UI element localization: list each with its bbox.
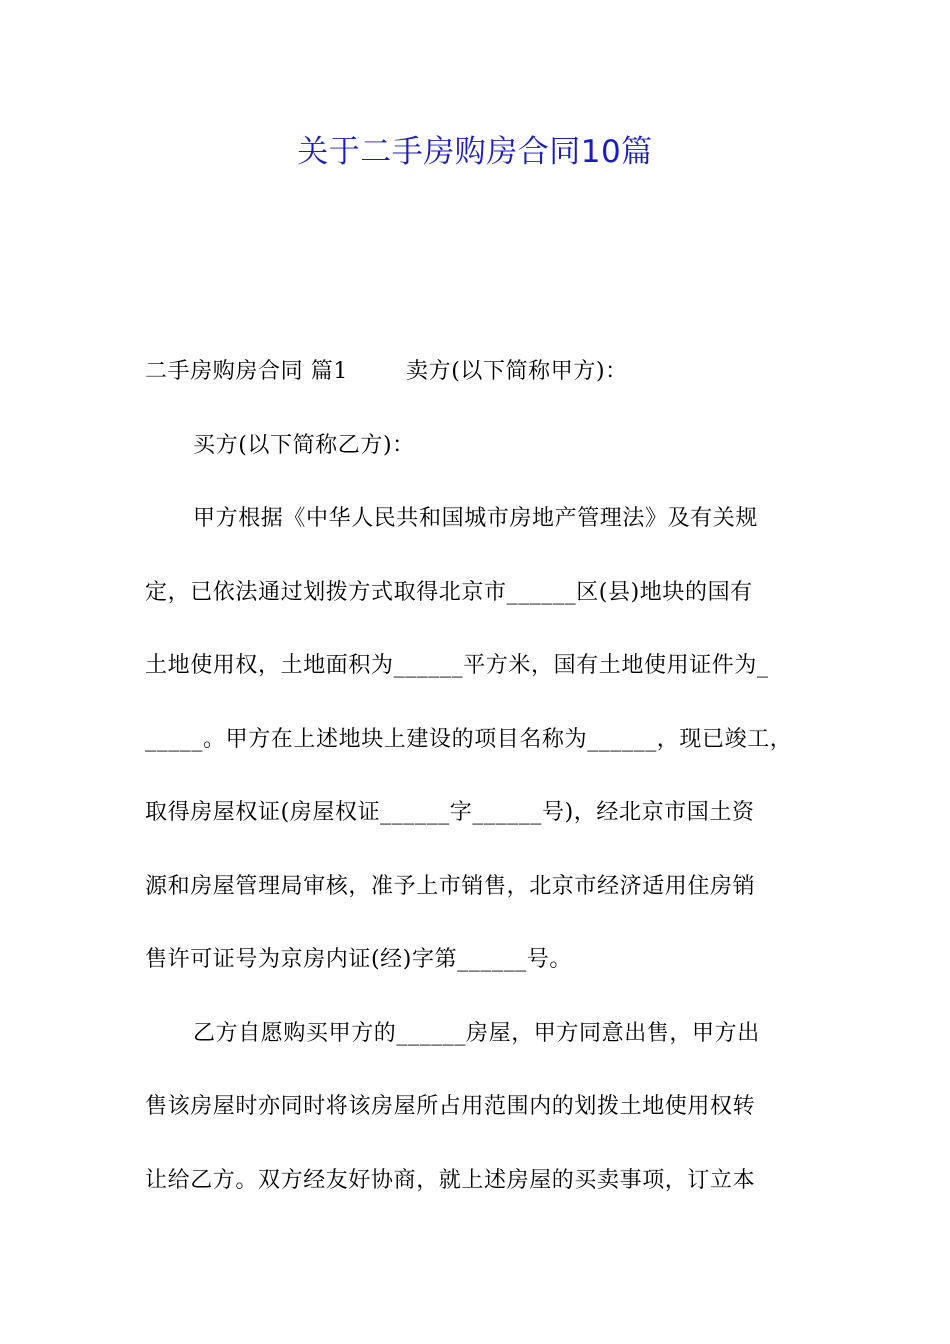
contract-heading-line [145,335,815,409]
paragraph-line: 甲方根据《中华人民共和国城市房地产管理法》及有关规 [193,506,759,531]
paragraph-line: 让给乙方。双方经友好协商，就上述房屋的买卖事项，订立本 [145,1167,756,1193]
paragraph-line: 定，已依法通过划拨方式取得北京市______区(县)地块的国有 [145,579,753,605]
contract-section-label: 二手房购房合同 篇1 [145,359,348,384]
buyer-label: 买方(以下简称乙方)： [193,432,415,458]
paragraph-line: _____。甲方在上述地块上建设的项目名称为______，现已竣工， [145,726,793,752]
document-body [145,335,815,1217]
document-title: 关于二手房购房合同10篇 [297,134,653,170]
paragraph-line: 乙方自愿购买甲方的______房屋，甲方同意出售，甲方出 [193,1020,760,1046]
paragraph-line: 售该房屋时亦同时将该房屋所占用范围内的划拨土地使用权转 [145,1094,756,1119]
paragraph-line: 源和房屋管理局审核，准予上市销售，北京市经济适用住房销 [145,873,756,899]
paragraph-line: 土地使用权，土地面积为______平方米，国有土地使用证件为_ [145,653,769,678]
paragraph-line: 取得房屋权证(房屋权证______字______号)，经北京市国土资 [145,800,755,825]
paragraph-line: 售许可证号为京房内证(经)字第______号。 [145,947,572,972]
seller-label: 卖方(以下简称甲方)： [406,359,628,384]
